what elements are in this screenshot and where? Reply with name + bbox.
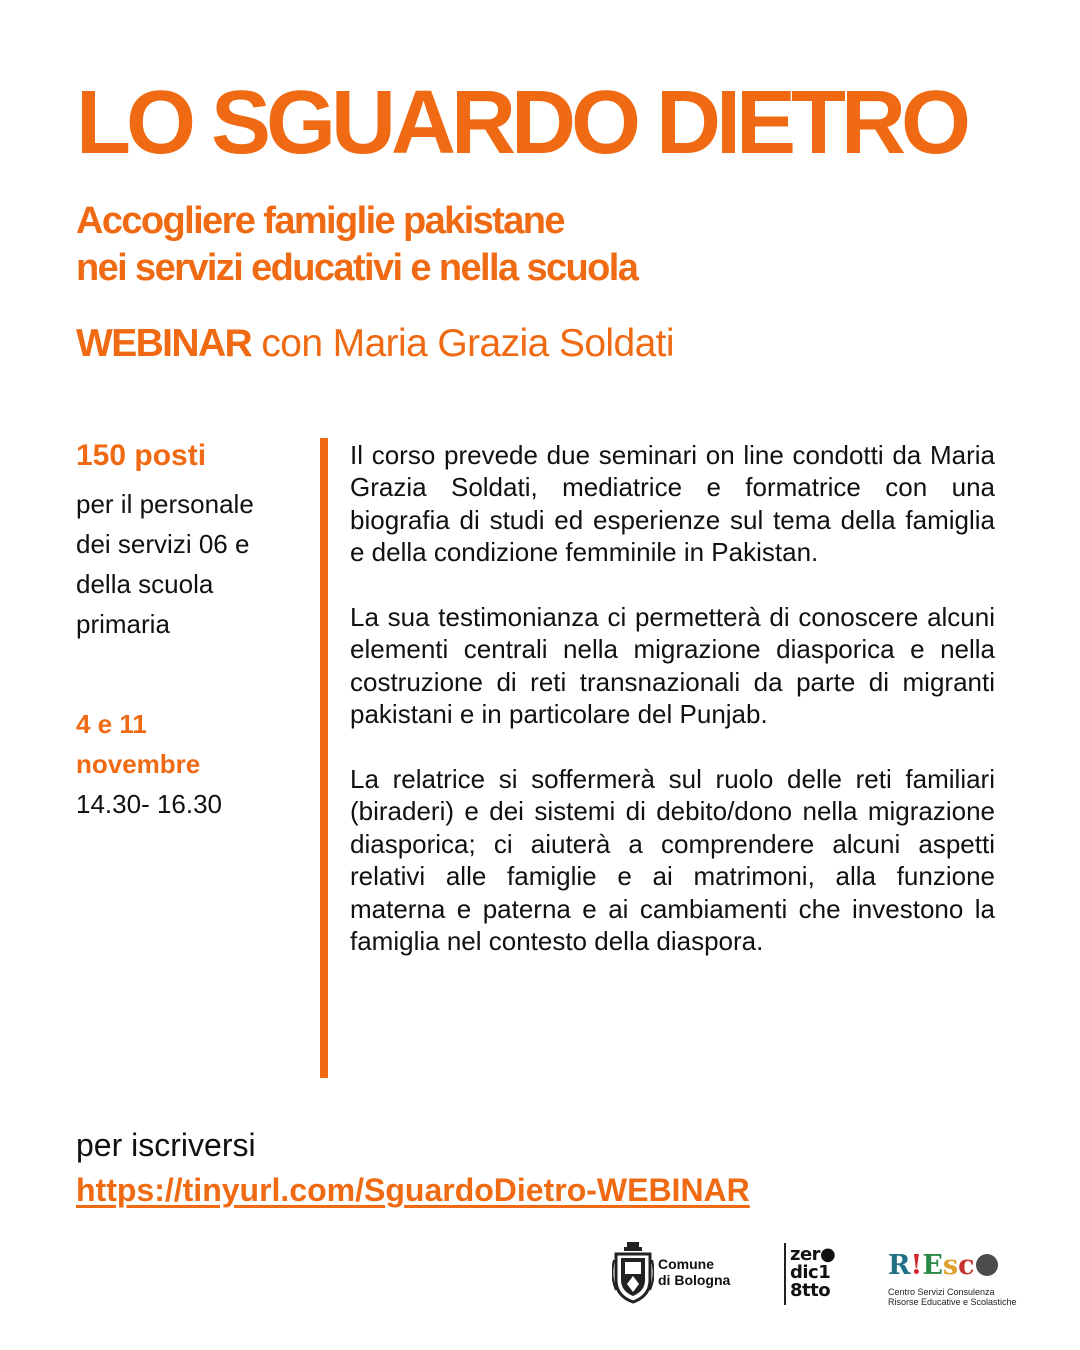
description-paragraph-1: Il corso prevede due seminari on line condotti da Maria Grazia Soldati, mediatrice e formatrice con una biografia di studi ed esperienze sul tema della famiglia e della condizione femminile in Pakistan. [350,440,995,568]
description-paragraph-3: La relatrice si soffermerà sul ruolo delle reti familiari (biraderi) e dei sistemi di debito/dono nella migrazione diasporica; ci aiuterà a comprendere alcuni aspetti relativi alle famiglie e ai matrimoni, alla funzione materna e paterna e ai cambiamenti che investono la famiglia nel contesto della diaspora. [350,764,995,957]
riesco-wordmark [888,1250,998,1282]
riesco-letter: E [922,1250,943,1281]
description-paragraph-2: La sua testimonianza ci permetterà di conoscere alcuni elementi centrali nella migrazione diasporica e nella costruzione di reti transnazionali da parte di migranti pakistani e in particolare del Punjab. [350,602,995,730]
riesco-caption: Centro Servizi Consulenza Risorse Educative e Scolastiche [888,1287,1017,1307]
subtitle-line-2: nei servizi educativi e nella scuola [76,247,638,289]
target-audience: per il personale dei servizi 06 e della scuola primaria [76,489,254,639]
event-subtitle [76,198,637,292]
riesco-letter: s [942,1250,959,1281]
registration-block [76,1124,750,1212]
event-dates: 4 e 11 novembre [76,709,201,779]
course-description [350,439,995,990]
registration-link[interactable]: https://tinyurl.com/SguardoDietro-WEBINAR [76,1172,750,1208]
webinar-speaker-line [76,320,674,368]
vertical-divider [320,438,328,1078]
speaker-text: con Maria Grazia Soldati [251,322,674,365]
riesco-letter: R [888,1250,911,1281]
riesco-logo [888,1250,1038,1310]
subtitle-line-1: Accogliere famiglie pakistane [76,200,564,242]
event-details-column [76,436,316,824]
event-time: 14.30- 16.30 [76,789,223,819]
footer-divider [784,1243,786,1305]
event-title: LO SGUARDO DIETRO [76,73,967,173]
coat-of-arms-icon [612,1240,654,1306]
seats-count: 150 posti [76,439,207,472]
riesco-letter: ! [910,1250,923,1281]
riesco-dot-icon [976,1254,998,1276]
comune-text: Comune di Bologna [658,1256,731,1288]
registration-label: per iscriversi [76,1127,256,1163]
webinar-label: WEBINAR [76,322,252,365]
zerodiciotto-logo: zer● dic1 8tto [790,1244,836,1301]
riesco-letter: c [958,1250,975,1281]
comune-di-bologna-logo [612,1240,742,1308]
